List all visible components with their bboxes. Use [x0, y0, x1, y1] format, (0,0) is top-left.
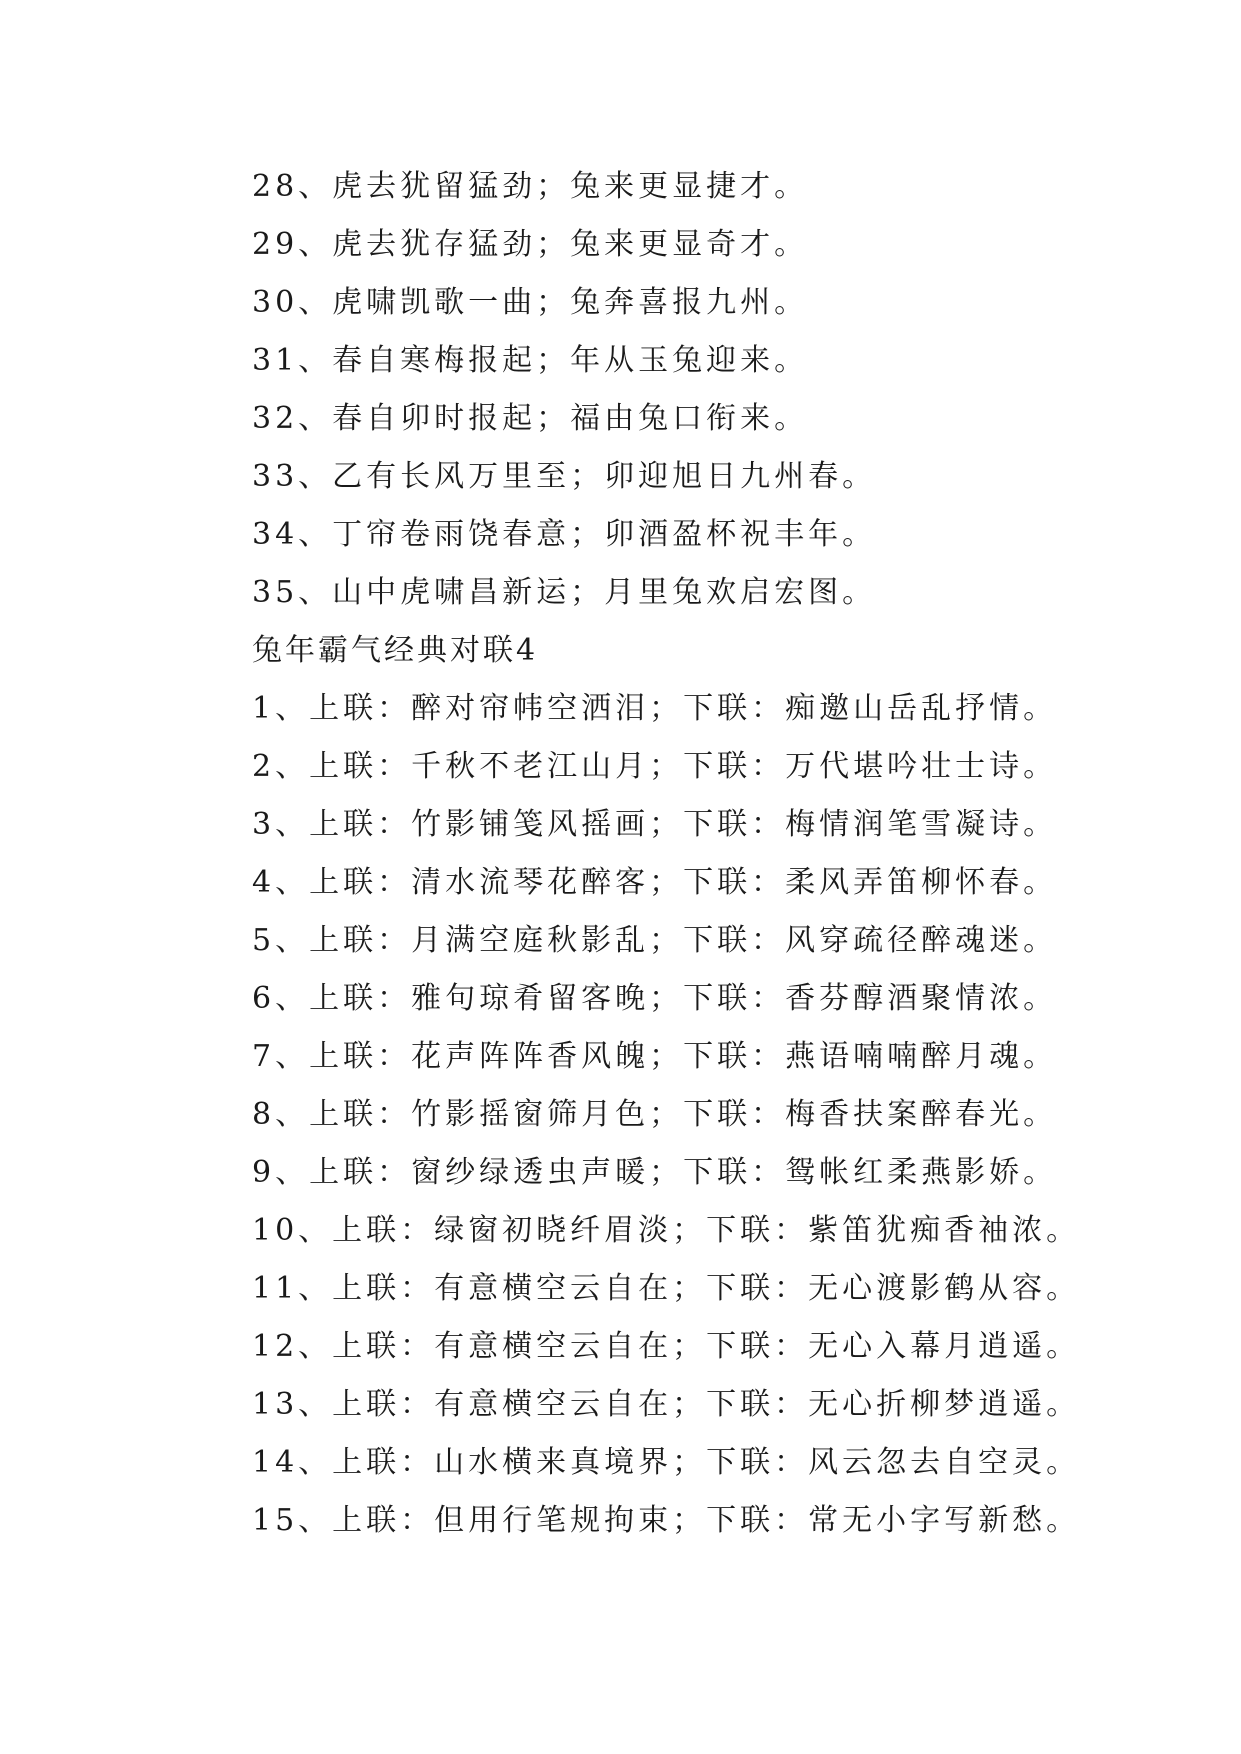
couplet-line: 8、上联：竹影摇窗筛月色；下联：梅香扶案醉春光。 [252, 1097, 1058, 1132]
couplet-line: 4、上联：清水流琴花醉客；下联：柔风弄笛柳怀春。 [252, 865, 1058, 900]
couplet-line: 33、乙有长风万里至；卯迎旭日九州春。 [252, 459, 877, 494]
couplet-line: 31、春自寒梅报起；年从玉兔迎来。 [252, 343, 809, 378]
couplet-line: 13、上联：有意横空云自在；下联：无心折柳梦逍遥。 [252, 1387, 1081, 1422]
couplet-line: 35、山中虎啸昌新运；月里兔欢启宏图。 [252, 575, 877, 610]
couplet-line: 6、上联：雅句琼肴留客晚；下联：香芬醇酒聚情浓。 [252, 981, 1058, 1016]
couplet-line: 11、上联：有意横空云自在；下联：无心渡影鹤从容。 [252, 1271, 1081, 1306]
couplet-line: 2、上联：千秋不老江山月；下联：万代堪吟壮士诗。 [252, 749, 1058, 784]
couplet-line: 34、丁帘卷雨饶春意；卯酒盈杯祝丰年。 [252, 517, 877, 552]
couplet-line: 30、虎啸凯歌一曲；兔奔喜报九州。 [252, 285, 809, 320]
couplet-line: 3、上联：竹影铺笺风摇画；下联：梅情润笔雪凝诗。 [252, 807, 1058, 842]
couplet-line: 29、虎去犹存猛劲；兔来更显奇才。 [252, 227, 809, 262]
couplet-line: 12、上联：有意横空云自在；下联：无心入幕月逍遥。 [252, 1329, 1081, 1364]
couplet-line: 32、春自卯时报起；福由兔口衔来。 [252, 401, 809, 436]
couplet-line: 1、上联：醉对帘帏空洒泪；下联：痴邀山岳乱抒情。 [252, 691, 1058, 726]
couplet-line: 9、上联：窗纱绿透虫声暖；下联：鸳帐红柔燕影娇。 [252, 1155, 1058, 1190]
couplet-line: 10、上联：绿窗初晓纤眉淡；下联：紫笛犹痴香袖浓。 [252, 1213, 1081, 1248]
couplet-line: 7、上联：花声阵阵香风魄；下联：燕语喃喃醉月魂。 [252, 1039, 1058, 1074]
couplet-line: 14、上联：山水横来真境界；下联：风云忽去自空灵。 [252, 1445, 1081, 1480]
couplet-line: 28、虎去犹留猛劲；兔来更显捷才。 [252, 169, 809, 204]
couplet-list [252, 158, 1080, 1550]
couplet-line: 5、上联：月满空庭秋影乱；下联：风穿疏径醉魂迷。 [252, 923, 1058, 958]
section-heading: 兔年霸气经典对联4 [252, 633, 539, 668]
couplet-line: 15、上联：但用行笔规拘束；下联：常无小字写新愁。 [252, 1503, 1081, 1538]
